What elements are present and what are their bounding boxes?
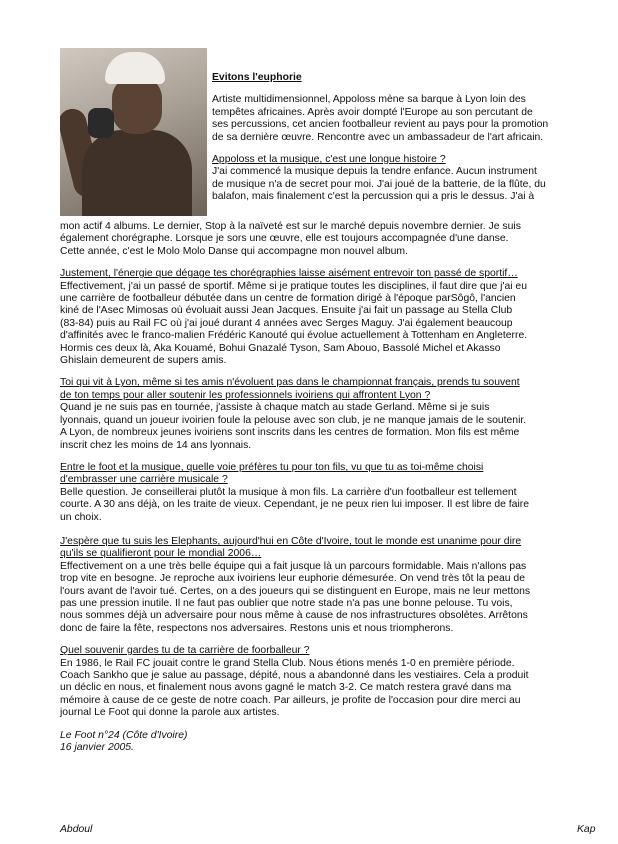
- question-4: d'embrasser une carrière musicale ?: [60, 474, 228, 486]
- author-name-right: Kap: [577, 824, 596, 835]
- answer-6-line: mémoire à cause de ce geste de notre coach. Par ailleurs, je profite de l'occasion pour dire merci au: [60, 694, 521, 706]
- spacer: [60, 635, 530, 645]
- answer-6-line: journal Le Foot qui donne la parole aux artistes.: [60, 707, 280, 719]
- answer-3-line: Quand je ne suis pas en tournée, j'assiste à chaque match au stade Gerland. Même si je suis: [60, 402, 490, 414]
- source-date: 16 janvier 2005.: [60, 742, 134, 754]
- article-title: Evitons l'euphorie: [212, 72, 302, 83]
- intro-line: Artiste multidimensionnel, Appoloss mène sa barque à Lyon loin des: [212, 94, 526, 106]
- spacer: [60, 452, 530, 462]
- answer-6-line: un déclic en nous, et finalement nous avons gagné le match 3-2. Ce match restera gravé dans ma: [60, 682, 512, 694]
- question-2: Justement, l'énergie que dégage tes chorégraphies laisse aisément entrevoir ton passé de sportif…: [60, 268, 518, 280]
- question-1: Appoloss et la musique, c'est une longue histoire ?: [212, 154, 446, 166]
- answer-5-line: Effectivement on a une très belle équipe qui a fait jusque là un parcours formidable. Mais n'allons pas: [60, 560, 527, 572]
- photo-body: [82, 130, 192, 216]
- intro-line: ses percussions, cet ancien footballeur revient au pays pour la promotion: [212, 119, 549, 131]
- intro-column: [212, 72, 548, 204]
- answer-4-line: un choix.: [60, 511, 102, 523]
- answer-5-line: nous sommes déjà un adversaire pour nous même à cause de nos infrastructures obsolètes. Arrêtons: [60, 610, 528, 622]
- photo-glove: [88, 108, 114, 138]
- body-column: [60, 221, 530, 754]
- answer-4-line: courte. A 30 ans déjà, on les traite de vieux. Cependant, je ne peux rien lui imposer. Il est libre de faire: [60, 499, 530, 511]
- answer-6-line: Coach Sankho que je salue au passage, dépité, nous a abandonné dans les vestiaires. Cela a produit: [60, 670, 529, 681]
- answer-5-line: pas une pression inutile. Il ne faut pas oublier que notre stade n'a pas une bonne pelouse. Tu vois,: [60, 597, 513, 609]
- question-5: qu'ils se qualifieront pour le mondial 2006…: [60, 548, 262, 560]
- answer-3-line: lyonnais, quand un joueur ivoirien foule la pelouse avec son club, je ne manque jamais de le soutenir.: [60, 414, 527, 426]
- answer-1-line: J'ai commencé la musique depuis la tendre enfance. Aucun instrument: [212, 166, 537, 178]
- answer-5-line: donc de faire la fête, respectons nos adversaires. Restons unis et nous triompherons.: [60, 622, 454, 634]
- answer-1-line: mon actif 4 albums. Le dernier, Stop à la naïveté est sur le marché depuis novembre dernier. Je suis: [60, 221, 521, 232]
- answer-2-line: (83-84) puis au Rail FC où j'ai joué durant 4 années avec Serges Maguy. J'ai également beaucoup: [60, 317, 513, 329]
- spacer: [60, 258, 530, 268]
- question-5: J'espère que tu suis les Elephants, aujourd'hui en Côte d'Ivoire, tout le monde est unanime pour dire: [60, 535, 522, 547]
- answer-2-line: une carrière de footballeur débutée dans un centre de formation dirigé à l'époque parSôgô, l'ancien: [60, 293, 516, 305]
- spacer: [60, 524, 530, 536]
- answer-5-line: l'ours avant de l'avoir tué. Certes, on a des joueurs qui se distinguent en Europe, mais ne leur mettons: [60, 585, 531, 597]
- answer-3-line: inscrit chez les moins de 14 ans lyonnais.: [60, 439, 252, 451]
- answer-1-line: également chorégraphe. Lorsque je sors une œuvre, elle est toujours accompagnée d'une danse.: [60, 233, 509, 245]
- answer-1-line: Cette année, c'est le Molo Molo Danse qui accompagne mon nouvel album.: [60, 245, 408, 257]
- intro-line: de sa dernière œuvre. Rencontre avec un ambassadeur de l'art africain.: [212, 131, 544, 143]
- answer-2-line: d'affinités avec le franco-malien Frédéric Kanouté qui évolue actuellement à Tottenham en Angleterre.: [60, 330, 528, 342]
- answer-3-line: A Lyon, de nombreux jeunes ivoiriens sont inscrits dans les centres de formation. Mon fils est même: [60, 427, 520, 439]
- spacer: [212, 144, 548, 154]
- answer-1-line: balafon, mais finalement c'est la percussion qui a pris le dessus. J'ai à: [212, 191, 535, 203]
- answer-2-line: kiné de l'Asec Mimosas où évoluait aussi Jean Jacques. Ensuite j'ai fait un passage au Stella Club: [60, 305, 513, 317]
- question-4: Entre le foot et la musique, quelle voie préfères tu pour ton fils, vu que tu as toi-même choisi: [60, 461, 484, 473]
- question-6: Quel souvenir gardes tu de ta carrière de foorballeur ?: [60, 645, 310, 657]
- question-3: Toi qui vit à Lyon, même si tes amis n'évoluent pas dans le championnat français, prends tu souvent: [60, 377, 520, 389]
- spacer: [212, 84, 548, 94]
- answer-2-line: Effectivement, j'ai un passé de sportif. Même si je pratique toutes les disciplines, il faut dire que j'ai eu: [60, 280, 527, 292]
- author-name: Abdoul: [60, 824, 93, 835]
- spacer: [60, 367, 530, 377]
- photo-cap: [105, 52, 165, 84]
- question-3: de ton temps pour aller soutenir les professionnels ivoiriens qui affrontent Lyon ?: [60, 389, 431, 401]
- spacer: [60, 720, 530, 730]
- answer-6-line: En 1986, le Rail FC jouait contre le grand Stella Club. Nous étions menés 1-0 en première période.: [60, 657, 515, 669]
- answer-1-line: de musique n'a de secret pour moi. J'ai joué de la batterie, de la flûte, du: [212, 178, 546, 190]
- answer-5-line: trop vite en besogne. Je reproche aux ivoiriens leur euphorie démesurée. On vend très tôt la peau de: [60, 573, 525, 585]
- answer-2-line: Ghislain demeurent de supers amis.: [60, 355, 227, 367]
- answer-2-line: Hormis ces deux là, Aka Kouamé, Bohui Gnazalé Tyson, Sam Abouo, Bassolé Michel et Akasso: [60, 342, 501, 354]
- intro-line: tempêtes africaines. Après avoir dompté l'Europe au son percutant de: [212, 106, 533, 118]
- source-publication: Le Foot n°24 (Côte d'Ivoire): [60, 729, 188, 741]
- answer-4-line: Belle question. Je conseillerai plutôt la musique à mon fils. La carrière d'un footballeur est tellement: [60, 486, 517, 498]
- artist-photo: [60, 48, 207, 216]
- photo-face: [112, 76, 162, 134]
